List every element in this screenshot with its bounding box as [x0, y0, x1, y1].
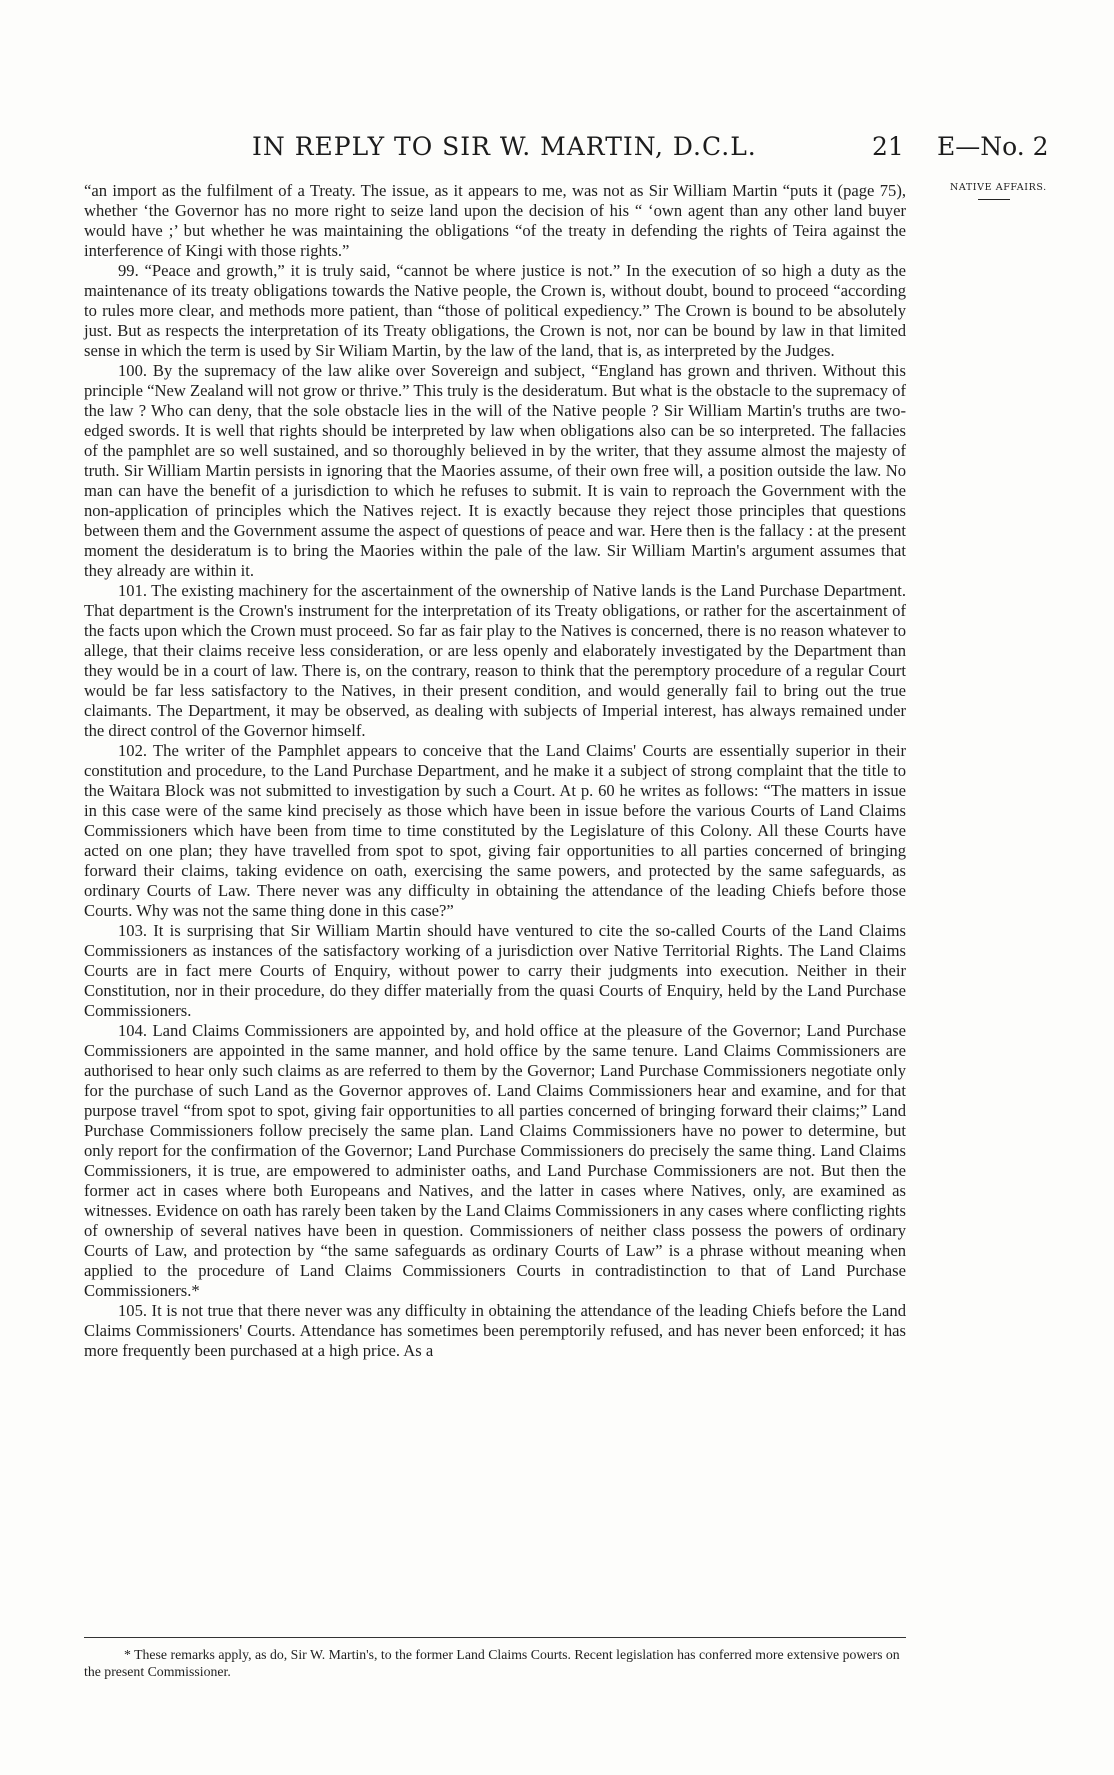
- footnote: * These remarks apply, as do, Sir W. Martin's, to the former Land Claims Courts. Recent legislation has conferred more extensive powers on the present Commissioner.: [84, 1647, 900, 1679]
- paragraph-99: 99. “Peace and growth,” it is truly said, “cannot be where justice is not.” In the execution of so high a duty as the maintenance of its treaty obligations towards the Native people, the Crown is, without doubt, bound to proceed “according to rules more clear, and methods more patient, than “those of political expediency.” The Crown is bound to be absolutely just. But as respects the interpretation of its Treaty obligations, the Crown is not, nor can be bound by law in that limited sense in which the term is used by Sir Wiliam Martin, by the law of the land, that is, as interpreted by the Judges.: [84, 261, 906, 360]
- paragraph-105: 105. It is not true that there never was any difficulty in obtaining the attendance of the leading Chiefs before the Land Claims Commissioners' Courts. Attendance has sometimes been peremptorily refused, and has never been enforced; it has more frequently been purchased at a high price. As a: [84, 1301, 906, 1360]
- paragraph-100: 100. By the supremacy of the law alike over Sovereign and subject, “England has grown and thriven. Without this principle “New Zealand will not grow or thrive.” This truly is the desideratum. But what is the obstacle to the supremacy of the law ? Who can deny, that the sole obstacle lies in the will of the Native people ? Sir William Martin's truths are two-edged swords. It is well that rights should be interpreted by law when obligations also can be so interpreted. The fallacies of the pamphlet are so well sustained, and so thoroughly believed in by the writer, that they assume almost the majesty of truth. Sir William Martin persists in ignoring that the Maories assume, of their own free will, a position outside the law. No man can have the benefit of a jurisdiction to which he refuses to submit. It is vain to reproach the Government with the non-application of principles which the Natives reject. It is exactly because they reject those principles that questions between them and the Government assume the aspect of questions of peace and war. Here then is the fallacy : at the present moment the desideratum is to bring the Maories within the pale of the law. Sir William Martin's argument assumes that they already are within it.: [84, 361, 906, 580]
- paragraph-104: 104. Land Claims Commissioners are appointed by, and hold office at the pleasure of the Governor; Land Purchase Commissioners are appointed in the same manner, and hold office by the same tenure. Land Claims Commissioners are authorised to hear only such claims as are referred to them by the Governor; Land Purchase Commissioners negotiate only for the purchase of such Land as the Governor approves of. Land Claims Commissioners hear and examine, and for that purpose travel “from spot to spot, giving fair opportunities to all parties concerned of bringing forward their claims;” Land Purchase Commissioners follow precisely the same plan. Land Claims Commissioners have no power to determine, but only report for the confirmation of the Governor; Land Purchase Commissioners do precisely the same thing. Land Claims Commissioners, it is true, are empowered to administer oaths, and Land Purchase Commissioners are not. But then the former act in cases where both Europeans and Natives, and the latter in cases where Natives, only, are examined as witnesses. Evidence on oath has rarely been taken by the Land Claims Commissioners in any cases where conflicting rights of ownership of several natives have been in question. Commissioners of neither class possess the powers of ordinary Courts of Law, and protection by “the same safeguards as ordinary Courts of Law” is a phrase without meaning when applied to the procedure of Land Claims Commissioners Courts in contradistinction to that of Land Purchase Commissioners.*: [84, 1021, 906, 1300]
- paragraph-103: 103. It is surprising that Sir William Martin should have ventured to cite the so-called Courts of the Land Claims Commissioners as instances of the satisfactory working of a jurisdiction over Native Territorial Rights. The Land Claims Courts are in fact mere Courts of Enquiry, without power to carry their judgments into execution. Neither in their Constitution, nor in their procedure, do they differ materially from the quasi Courts of Enquiry, held by the Land Purchase Commissioners.: [84, 921, 906, 1020]
- paragraph-102: 102. The writer of the Pamphlet appears to conceive that the Land Claims' Courts are essentially superior in their constitution and procedure, to the Land Purchase Department, and he make it a subject of strong complaint that the title to the Waitara Block was not submitted to investigation by such a Court. At p. 60 he writes as follows: “The matters in issue in this case were of the same kind precisely as those which have been in issue before the various Courts of Land Claims Commissioners which have been from time to time constituted by the Legislature of this Colony. All these Courts have acted on one plan; they have travelled from spot to spot, giving fair opportunities to all parties concerned of bringing forward their claims, taking evidence on oath, exercising the same powers, and protected by the same safeguards, as ordinary Courts of Law. There never was any difficulty in obtaining the attendance of the leading Chiefs before those Courts. Why was not the same thing done in this case?”: [84, 741, 906, 920]
- paragraph-continuation: “an import as the fulfilment of a Treaty. The issue, as it appears to me, was not as Sir William Martin “puts it (page 75), whether ‘the Governor has no more right to seize land upon the decision of his “ ‘own agent than any other land buyer would have ;’ but whether he was maintaining the obligations “of the treaty in defending the rights of Teira against the interference of Kingi with those rights.”: [84, 181, 906, 260]
- margin-note: NATIVE AFFAIRS.: [950, 182, 1047, 193]
- footnote-rule: [84, 1637, 906, 1638]
- running-title: IN REPLY TO SIR W. MARTIN, D.C.L.: [252, 132, 757, 161]
- page-number: 21: [872, 132, 904, 161]
- margin-note-rule: [978, 199, 1010, 200]
- paragraph-101: 101. The existing machinery for the ascertainment of the ownership of Native lands is the Land Purchase Department. That department is the Crown's instrument for the interpretation of its Treaty obligations, or rather for the ascertainment of the facts upon which the Crown must proceed. So far as fair play to the Natives is concerned, there is no reason whatever to allege, that their claims receive less consideration, or are less openly and elaborately investigated by the Department than they would be in a court of law. There is, on the contrary, reason to think that the peremptory procedure of a regular Court would be far less satisfactory to the Natives, in their present condition, and would generally fail to bring out the true claimants. The Department, it may be observed, as dealing with subjects of Imperial interest, has always remained under the direct control of the Governor himself.: [84, 581, 906, 740]
- document-reference: E—No. 2: [937, 132, 1049, 161]
- body-text: [84, 181, 906, 1361]
